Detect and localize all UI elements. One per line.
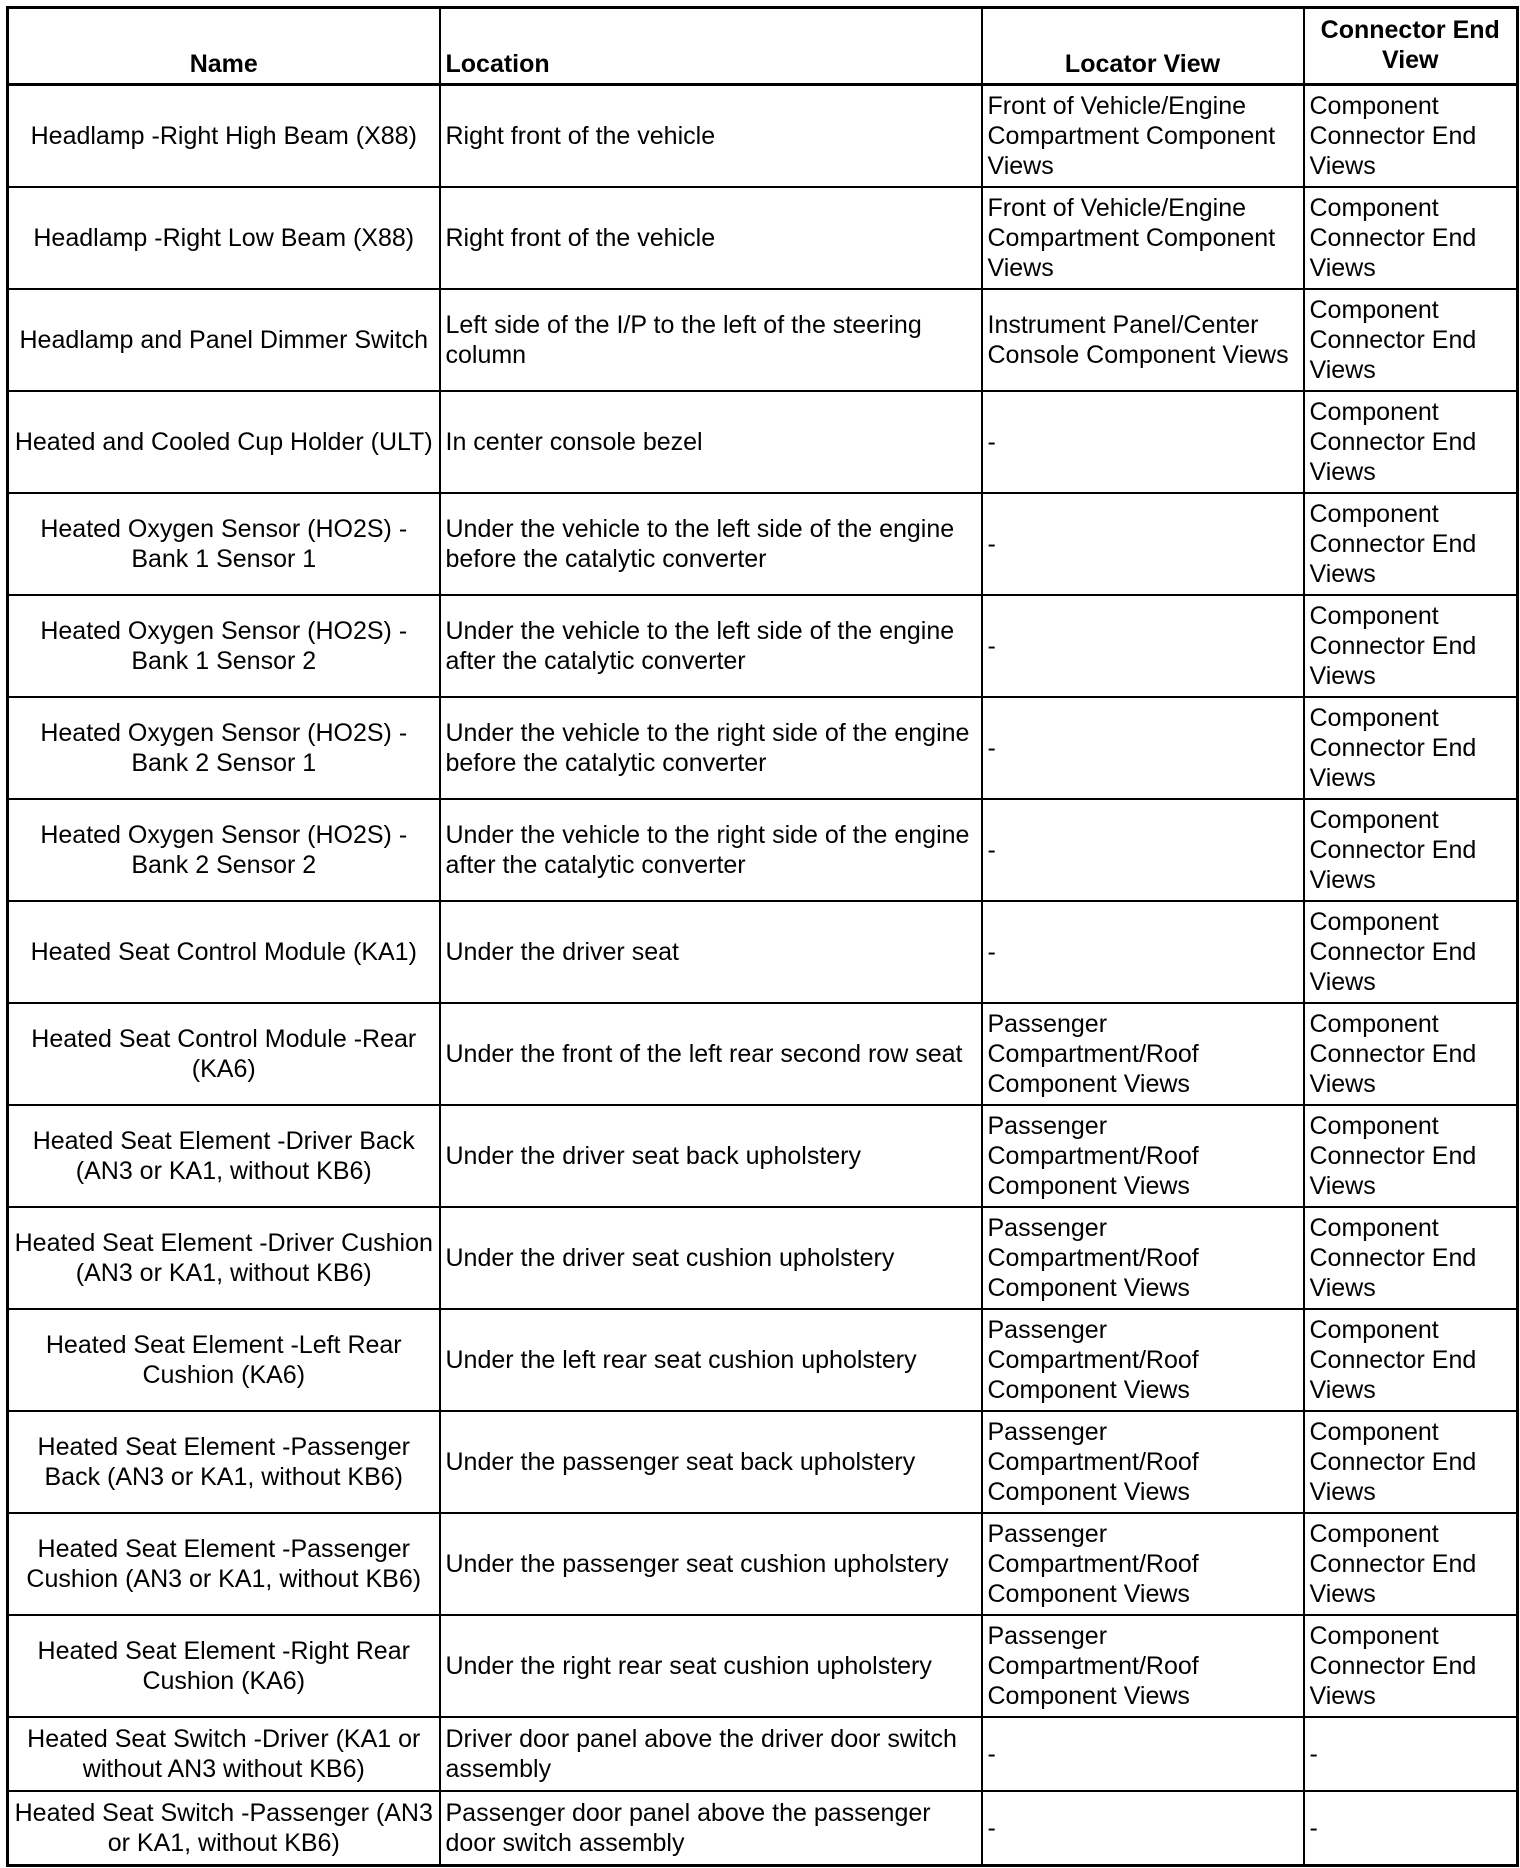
table-row <box>8 1411 1518 1513</box>
cell-locator-view: - <box>982 799 1304 901</box>
cell-locator-view: Passenger Compartment/Roof Component Views <box>982 1411 1304 1513</box>
cell-name: Heated Seat Element -Left Rear Cushion (KA6) <box>8 1309 440 1411</box>
table-row <box>8 1309 1518 1411</box>
table-row <box>8 85 1518 188</box>
cell-locator-view: - <box>982 901 1304 1003</box>
cell-name: Heated and Cooled Cup Holder (ULT) <box>8 391 440 493</box>
cell-location: Under the right rear seat cushion upholstery <box>440 1615 982 1717</box>
cell-locator-view: Passenger Compartment/Roof Component Views <box>982 1003 1304 1105</box>
table-row <box>8 1791 1518 1866</box>
cell-name: Headlamp -Right Low Beam (X88) <box>8 187 440 289</box>
cell-name: Heated Seat Switch -Passenger (AN3 or KA1, without KB6) <box>8 1791 440 1866</box>
cell-connector-end-view: - <box>1304 1791 1518 1866</box>
cell-location: Under the driver seat back upholstery <box>440 1105 982 1207</box>
cell-name: Heated Oxygen Sensor (HO2S) -Bank 2 Sensor 1 <box>8 697 440 799</box>
table-row <box>8 1513 1518 1615</box>
cell-connector-end-view: Component Connector End Views <box>1304 1207 1518 1309</box>
table-row <box>8 1003 1518 1105</box>
cell-connector-end-view: Component Connector End Views <box>1304 1105 1518 1207</box>
header-connector-end-view: Connector End View <box>1304 8 1518 85</box>
table-row <box>8 1105 1518 1207</box>
header-locator-view: Locator View <box>982 8 1304 85</box>
table-row <box>8 391 1518 493</box>
cell-location: Right front of the vehicle <box>440 85 982 188</box>
cell-connector-end-view: Component Connector End Views <box>1304 85 1518 188</box>
cell-name: Heated Oxygen Sensor (HO2S) -Bank 2 Sensor 2 <box>8 799 440 901</box>
cell-connector-end-view: Component Connector End Views <box>1304 1411 1518 1513</box>
cell-name: Heated Seat Element -Passenger Back (AN3 or KA1, without KB6) <box>8 1411 440 1513</box>
cell-location: Under the passenger seat cushion upholstery <box>440 1513 982 1615</box>
cell-locator-view: - <box>982 493 1304 595</box>
cell-connector-end-view: Component Connector End Views <box>1304 1309 1518 1411</box>
cell-name: Heated Seat Element -Passenger Cushion (AN3 or KA1, without KB6) <box>8 1513 440 1615</box>
cell-name: Heated Oxygen Sensor (HO2S) -Bank 1 Sensor 1 <box>8 493 440 595</box>
cell-location: Under the vehicle to the right side of the engine before the catalytic converter <box>440 697 982 799</box>
cell-name: Heated Seat Element -Driver Cushion (AN3 or KA1, without KB6) <box>8 1207 440 1309</box>
cell-connector-end-view: Component Connector End Views <box>1304 391 1518 493</box>
table-row <box>8 1717 1518 1791</box>
cell-name: Heated Oxygen Sensor (HO2S) -Bank 1 Sensor 2 <box>8 595 440 697</box>
cell-connector-end-view: Component Connector End Views <box>1304 799 1518 901</box>
cell-name: Heated Seat Control Module (KA1) <box>8 901 440 1003</box>
table-row <box>8 595 1518 697</box>
cell-location: Under the vehicle to the left side of the engine before the catalytic converter <box>440 493 982 595</box>
header-name: Name <box>8 8 440 85</box>
cell-locator-view: Front of Vehicle/Engine Compartment Component Views <box>982 187 1304 289</box>
cell-locator-view: - <box>982 1791 1304 1866</box>
table-row <box>8 493 1518 595</box>
cell-name: Heated Seat Control Module -Rear (KA6) <box>8 1003 440 1105</box>
cell-connector-end-view: Component Connector End Views <box>1304 493 1518 595</box>
cell-connector-end-view: Component Connector End Views <box>1304 1513 1518 1615</box>
cell-locator-view: Passenger Compartment/Roof Component Views <box>982 1105 1304 1207</box>
component-locator-table <box>6 6 1519 1867</box>
table-body <box>8 85 1518 1866</box>
cell-location: Under the left rear seat cushion upholstery <box>440 1309 982 1411</box>
cell-locator-view: Passenger Compartment/Roof Component Views <box>982 1513 1304 1615</box>
cell-connector-end-view: - <box>1304 1717 1518 1791</box>
cell-location: In center console bezel <box>440 391 982 493</box>
cell-locator-view: - <box>982 391 1304 493</box>
cell-connector-end-view: Component Connector End Views <box>1304 187 1518 289</box>
header-row <box>8 8 1518 85</box>
cell-locator-view: Passenger Compartment/Roof Component Views <box>982 1309 1304 1411</box>
cell-locator-view: Instrument Panel/Center Console Component Views <box>982 289 1304 391</box>
table-row <box>8 1207 1518 1309</box>
table-row <box>8 187 1518 289</box>
cell-location: Under the driver seat <box>440 901 982 1003</box>
cell-location: Under the driver seat cushion upholstery <box>440 1207 982 1309</box>
cell-connector-end-view: Component Connector End Views <box>1304 1003 1518 1105</box>
cell-locator-view: - <box>982 595 1304 697</box>
cell-location: Under the passenger seat back upholstery <box>440 1411 982 1513</box>
cell-name: Heated Seat Switch -Driver (KA1 or without AN3 without KB6) <box>8 1717 440 1791</box>
table-row <box>8 289 1518 391</box>
header-location: Location <box>440 8 982 85</box>
cell-locator-view: Passenger Compartment/Roof Component Views <box>982 1615 1304 1717</box>
cell-name: Headlamp -Right High Beam (X88) <box>8 85 440 188</box>
table-row <box>8 799 1518 901</box>
cell-location: Right front of the vehicle <box>440 187 982 289</box>
cell-connector-end-view: Component Connector End Views <box>1304 289 1518 391</box>
table-row <box>8 1615 1518 1717</box>
cell-connector-end-view: Component Connector End Views <box>1304 901 1518 1003</box>
cell-locator-view: - <box>982 697 1304 799</box>
cell-connector-end-view: Component Connector End Views <box>1304 595 1518 697</box>
cell-locator-view: Passenger Compartment/Roof Component Views <box>982 1207 1304 1309</box>
table-row <box>8 901 1518 1003</box>
cell-name: Headlamp and Panel Dimmer Switch <box>8 289 440 391</box>
cell-name: Heated Seat Element -Driver Back (AN3 or KA1, without KB6) <box>8 1105 440 1207</box>
cell-connector-end-view: Component Connector End Views <box>1304 697 1518 799</box>
cell-location: Left side of the I/P to the left of the steering column <box>440 289 982 391</box>
cell-location: Under the vehicle to the right side of the engine after the catalytic converter <box>440 799 982 901</box>
cell-name: Heated Seat Element -Right Rear Cushion (KA6) <box>8 1615 440 1717</box>
cell-connector-end-view: Component Connector End Views <box>1304 1615 1518 1717</box>
table-row <box>8 697 1518 799</box>
cell-locator-view: - <box>982 1717 1304 1791</box>
cell-location: Under the vehicle to the left side of the engine after the catalytic converter <box>440 595 982 697</box>
cell-location: Under the front of the left rear second row seat <box>440 1003 982 1105</box>
cell-location: Driver door panel above the driver door switch assembly <box>440 1717 982 1791</box>
cell-locator-view: Front of Vehicle/Engine Compartment Component Views <box>982 85 1304 188</box>
cell-location: Passenger door panel above the passenger door switch assembly <box>440 1791 982 1866</box>
